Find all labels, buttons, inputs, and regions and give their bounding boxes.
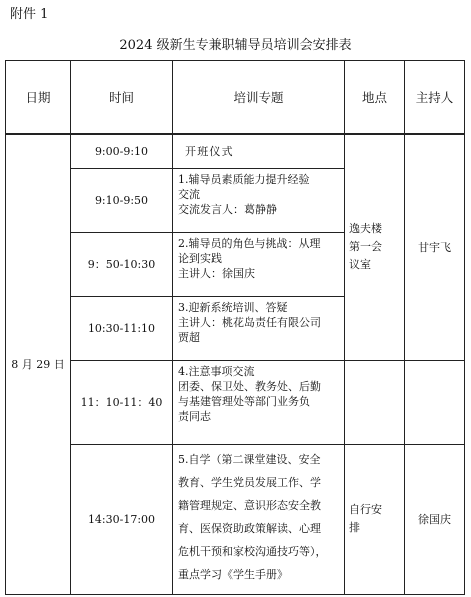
table-row (6, 444, 465, 594)
topic-line: 籍管理规定、意识形态安全教 (178, 498, 321, 512)
location-line: 自行安 (349, 503, 382, 516)
topic-cell (173, 232, 345, 296)
time-cell: 10:30-11:10 (71, 296, 173, 360)
header-time: 时间 (71, 61, 173, 135)
empty-cell (405, 360, 465, 444)
topic-line: 主讲人：徐国庆 (178, 266, 255, 280)
annex-label: 附件 1 (10, 7, 49, 22)
topic-cell (173, 444, 345, 594)
empty-cell (345, 360, 405, 444)
document-title: 2024 级新生专兼职辅导员培训会安排表 (119, 38, 352, 53)
time-cell: 14:30-17:00 (71, 444, 173, 594)
topic-line: 责同志 (178, 409, 211, 423)
host-cell: 徐国庆 (405, 444, 465, 594)
time-cell: 9:00-9:10 (71, 134, 173, 168)
host-cell: 甘宇飞 (405, 134, 465, 360)
topic-line: 交流发言人：葛静静 (178, 202, 277, 216)
topic-line: 贾超 (178, 330, 200, 344)
topic-cell (173, 360, 345, 444)
topic-line: 交流 (178, 187, 200, 201)
location-line: 议室 (349, 258, 371, 272)
topic-line: 主讲人：桃花岛责任有限公司 (178, 315, 321, 329)
topic-line: 2.辅导员的角色与挑战：从理 (178, 236, 321, 250)
topic-cell (173, 168, 345, 232)
header-row (6, 61, 465, 135)
topic-line: 开班仪式 (185, 144, 234, 158)
topic-line: 危机干预和家校沟通技巧等）， (178, 544, 327, 558)
location-line: 排 (349, 521, 360, 534)
header-location: 地点 (345, 61, 405, 135)
topic-line: 团委、保卫处、教务处、后勤 (178, 379, 321, 393)
topic-line: 1.辅导员素质能力提升经验 (178, 172, 310, 186)
location-line: 逸夫楼 (349, 222, 382, 236)
time-cell: 9:10-9:50 (71, 168, 173, 232)
location-cell (345, 444, 405, 594)
table-row (6, 360, 465, 444)
topic-line: 5.自学（第二课堂建设、安全 (178, 452, 321, 466)
table-row (6, 134, 465, 168)
topic-line: 3.迎新系统培训、答疑 (178, 300, 288, 314)
topic-line: 重点学习《学生手册》 (178, 567, 288, 581)
location-line: 第一会 (349, 240, 382, 254)
topic-line: 4.注意事项交流 (178, 364, 255, 378)
topic-line: 教育、学生党员发展工作、学 (178, 475, 321, 489)
time-cell: 9：50-10:30 (71, 232, 173, 296)
header-date: 日期 (6, 61, 71, 135)
time-cell: 11：10-11：40 (71, 360, 173, 444)
topic-line: 论到实践 (178, 251, 222, 265)
header-host: 主持人 (405, 61, 465, 135)
header-topic: 培训专题 (173, 61, 345, 135)
topic-line: 育、医保资助政策解读、心理 (178, 521, 321, 535)
topic-cell (173, 134, 345, 168)
schedule-table (5, 60, 465, 595)
topic-line: 与基建管理处等部门业务负 (178, 394, 310, 408)
date-cell: 8 月 29 日 (6, 134, 71, 594)
topic-cell (173, 296, 345, 360)
location-cell (345, 134, 405, 360)
